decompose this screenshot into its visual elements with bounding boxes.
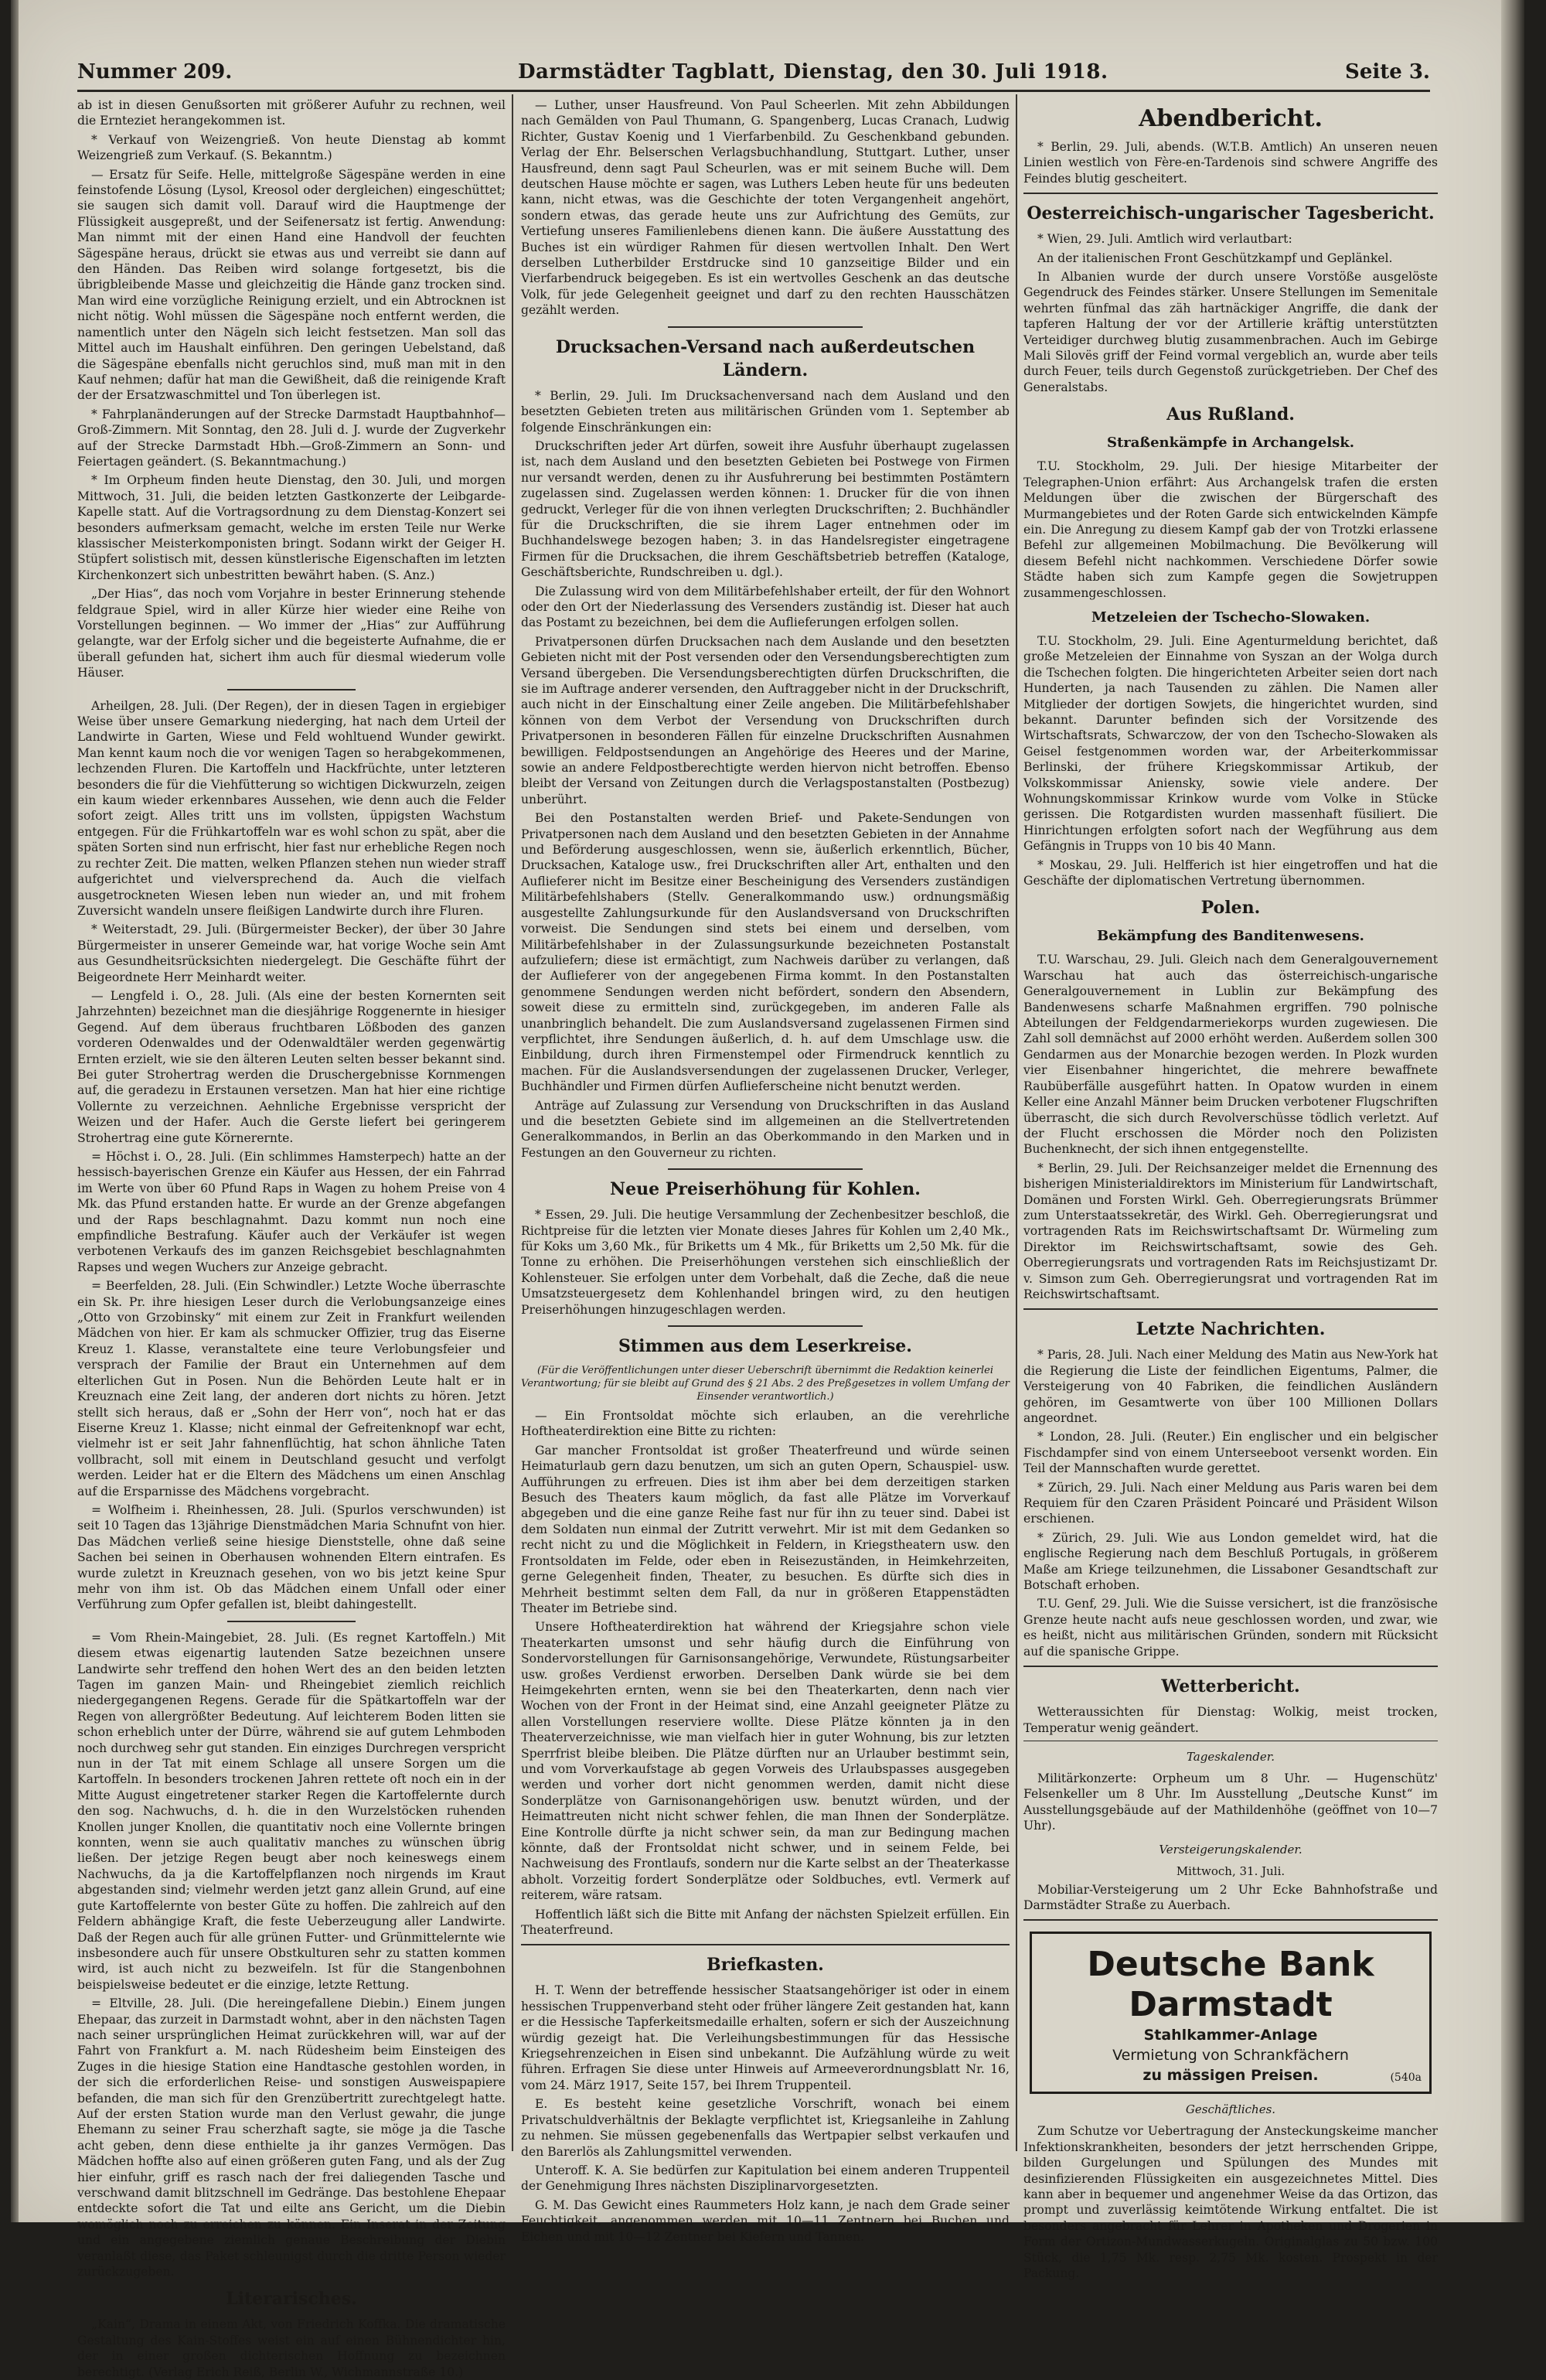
article-versteigerung: Mobiliar-Versteigerung um 2 Uhr Ecke Bahnhofstraße und Darmstädter Straße zu Auerbach. xyxy=(1023,1882,1438,1912)
separator xyxy=(227,1621,356,1622)
letter-e: E. Es besteht keine gesetzliche Vorschrift, wonach bei einem Privatschuldverhältnis der Beklagte verpflichtet ist, Kriegsanleihe in Zahlung zu nehmen. Sie müssen gegebenenfalls das Wertpapier selbst verkaufen und den Barerlös als Zahlungsmittel verwenden. xyxy=(521,2097,1010,2159)
separator xyxy=(1023,1308,1438,1310)
subheading-banditen: Bekämpfung des Banditenwesens. xyxy=(1097,928,1364,945)
article-drucksachen-3: Privatpersonen dürfen Drucksachen nach dem Auslande und den besetzten Gebieten nicht mit der Post versenden oder den Versendungsberechtigten zum Versand übergeben. Die Versendungsberechtigten dürfen Druckschriften, die sie im Auftrage anderer versenden, den Auftraggeber nicht in der Druckschrift, auch nicht in der Einschaltung einer Zeile angeben. Die Militärbefehlshaber können von dem Verbot der Versendung von Druckschriften durch Privatpersonen in besonderen Fällen für einzelne Druckschriften Ausnahmen bewilligen. Feldpostsendungen an Angehörige des Heeres und der Marine, sowie an andere Feldpostberechtigte werden hiervon nicht betroffen. Ebenso bleibt der Versand von Zeitungen durch die Verlagspostanstalten (Postbezug) unberührt. xyxy=(521,634,1010,806)
article-wolfheim: = Wolfheim i. Rheinhessen, 28. Juli. (Spurlos verschwunden) ist seit 10 Tagen das 13jährige Dienstmädchen Maria Schnufnt von hier. Das Mädchen verließ seine hiesige Dienststelle, ohne daß seine Sachen bei seinen in Oberhausen wohnenden Eltern eintrafen. Es wurde zuletzt in Kreuznach gesehen, von wo bis jetzt keine Spur mehr von ihm ist. Ob das Mädchen einem Unfall oder einer Verführung zum Opfer gefallen ist, bleibt dahingestellt. xyxy=(77,1502,506,1612)
separator xyxy=(668,1168,863,1170)
article-warschau: T.U. Warschau, 29. Juli. Gleich nach dem Generalgouvernement Warschau hat auch das österreichisch-ungarische Generalgouvernement in Lublin zur Bekämpfung des Bandenwesens scharfe Maßnahmen ergriffen. 790 polnische Abteilungen der Feldgendarmeriekorps wurden zugewiesen. Die Zahl soll demnächst auf 2000 erhöht werden. Außerdem sollen 300 Gendarmen aus der Monarchie bezogen werden. In Plozk wurden vier Eisenbahner hingerichtet, die mehrere bewaffnete Raubüberfälle ausgeführt hatten. In Opatow wurden in einem Keller eine Anzahl Männer beim Drucken verbotener Flugschriften überrascht, die sich durch Revolverschüsse tödlich verletzt. Auf der Flucht erschossen die Mörder noch den Polizisten Buchenknecht, der sich ihnen entgegenstellte. xyxy=(1023,953,1438,1157)
separator xyxy=(1023,193,1438,194)
masthead-rule xyxy=(77,90,1430,92)
article-tageskalender: Militärkonzerte: Orpheum um 8 Uhr. — Hugenschütz' Felsenkeller um 8 Uhr. Im Ausstellung „Deutsche Kunst“ im Ausstellungsgebäude auf der Mathildenhöhe (geöffnet von 10—7 Uhr). xyxy=(1023,1771,1438,1833)
article-wetter: Wetteraussichten für Dienstag: Wolkig, meist trocken, Temperatur wenig geändert. xyxy=(1023,1705,1438,1735)
column-rule-1 xyxy=(512,94,513,2151)
ad-code: (540a xyxy=(1390,2071,1422,2085)
page-number: Seite 3. xyxy=(1345,60,1430,84)
article-albanien: In Albanien wurde der durch unsere Vorstöße ausgelöste Gegendruck des Feindes stärker. Unsere Stellungen im Semenitale wehrten fünfmal das zäh hartnäckiger Angriffe, die dank der tapferen Haltung der vor der Artillerie kräftig unterstützten Verteidiger durchweg blutig zusammenbrachen. Auch im Gebirge Mali Silovës griff der Feind vormal vergeblich an, wurde aber teils durch Feuer, teils durch Gegenstoß zurückgetrieben. Der Chef des Generalstabs. xyxy=(1023,270,1438,394)
article-metzeleien: T.U. Stockholm, 29. Juli. Eine Agenturmeldung berichtet, daß große Metzeleien der Einnahme von Syszan an der Wolga durch die Tschechen folgten. Die hingerichteten Arbeiter seien dort nach Hunderten, ja nach Tausenden zu zählen. Die Namen aller Mitglieder der dortigen Sowjets, die hingerichtet wurden, sind bekannt. Darunter befinden sich der Vorsitzende des Wirtschaftsrats, Schwarczow, der von den Tschecho-Slowaken als Geisel festgenommen worden war, der Arbeiterkommissar Berlinski, der frühere Kriegskommissar Artikub, der Volkskommissar Aniensky, sowie viele andere. Der Wohnungskommissar Krinkow wurde vom Volke in Stücke gerissen. Die Rotgardisten wurden massenhaft füsiliert. Die Hinrichtungen erfolgten sofort nach der Wegführung aus dem Gefängnis in Trupps von 10 bis 40 Mann. xyxy=(1023,633,1438,854)
article-weiterstadt: * Weiterstadt, 29. Juli. (Bürgermeister Becker), der über 30 Jahre Bürgermeister in unserer Gemeinde war, hat vorige Woche sein Amt aus Gesundheitsrücksichten niedergelegt. Die Geschäfte führt der Beigeordnete Herr Meinhardt weiter. xyxy=(77,922,506,984)
subheading-archangelsk: Straßenkämpfe in Archangelsk. xyxy=(1106,435,1355,452)
article-moskau: * Moskau, 29. Juli. Helfferich ist hier eingetroffen und hat die Geschäfte der diplomatischen Vertretung übernommen. xyxy=(1023,858,1438,888)
page-binding-edge xyxy=(11,0,19,2222)
column-rule-2 xyxy=(1016,94,1017,2151)
article-hias: „Der Hias“, das noch vom Vorjahre in bester Erinnerung stehende feldgraue Spiel, wird in aller Kürze hier wieder eine Reihe von Vorstellungen beginnen. — Wo immer der „Hias“ zur Aufführung gelangte, war der Erfolg sicher und die begeisterte Aufnahme, die er überall gefunden hat, sichert ihm auch für diesmal wiederum volle Häuser. xyxy=(77,587,506,680)
article-kohlen: * Essen, 29. Juli. Die heutige Versammlung der Zechenbesitzer beschloß, die Richtpreise für die letzten vier Monate dieses Jahres für Kohlen um 2,40 Mk., für Koks um 3,60 Mk., für Briketts um 4 Mk., für Briketts um 2,50 Mk. für die Tonne zu erhöhen. Die Preiserhöhungen verstehen sich einschließlich der Kohlensteuer. Sie erfolgen unter dem Vorbehalt, daß die Zeche, daß die neue Umsatzsteuergesetz dem Kohlenhandel bringen wird, zu den heutigen Preiserhöhungen hinzugeschlagen werden. xyxy=(521,1208,1010,1317)
advertisement-deutsche-bank xyxy=(1030,1932,1432,2094)
separator xyxy=(668,326,863,328)
heading-kohlen: Neue Preiserhöhung für Kohlen. xyxy=(610,1179,921,1200)
article-abendbericht: * Berlin, 29. Juli, abends. (W.T.B. Amtlich) An unseren neuen Linien westlich von Fère-en-Tardenois sind schwere Angriffe des Feindes blutig gescheitert. xyxy=(1023,140,1438,186)
article-frontsoldat-2: Unsere Hoftheaterdirektion hat während der Kriegsjahre schon viele Theaterkarten umsonst und sehr häufig durch die Einführung von Sondervorstellungen für Garnisonsangehörige, Verwundete, Rüstungsarbeiter usw. großes Verdienst erworben. Derselben Dank würde sie bei dem Heimgekehrten ernten, wenn sie bei den Theaterkarten, denn nach vier Wochen von der Front in der Heimat sind, eine Anzahl geeigneter Plätze zu allen Vorstellungen reserviere wollte. Diese Plätze könnten ja in den Theaterverzeichnisse, wie man vielfach hier in guter Wohnung, bis zur letzten Sperrfrist bleibe bleiben. Die Plätze dürften nur an Urlauber bestimmt sein, und vom Vorverkaufstage ab gegen Vorweis des Urlaubspasses ausgegeben werden und vorher dort nicht genommen werden, damit nicht diese Sonderplätze von Garnisonangehörigen usw. benutzt würden, und der Heimattreuten nicht nicht schwer fehlen, die man Ihnen der Sonderplätze. Eine Kontrolle dürfte ja nicht schwer sein, da man zur Bedingung machen könnte, daß der Frontsoldat nicht schwer, und in seinem Felde, bei Nachweisung des Frontlaufs, sondern nur die Karte selbst an der Theaterkasse abholt. Vorzeitig fordert Sonderplätze oder Soldbuches, evtl. Vermerk auf reiterem, wäre ratsam. xyxy=(521,1620,1010,1903)
heading-drucksachen: Drucksachen-Versand nach außerdeutschen Ländern. xyxy=(555,336,976,380)
heading-briefkasten: Briefkasten. xyxy=(707,1955,824,1976)
column-3 xyxy=(1023,97,1438,2280)
article-london: * London, 28. Juli. (Reuter.) Ein englischer und ein belgischer Fischdampfer sind von einem Unterseeboot versenkt worden. Ein Teil der Mannschaften wurde gerettet. xyxy=(1023,1430,1438,1476)
letter-unteroff: Unteroff. K. A. Sie bedürfen zur Kapitulation bei einem anderen Truppenteil der Genehmigung Ihres nächsten Disziplinarvorgesetzten. xyxy=(521,2163,1010,2194)
article-rhein-main: = Vom Rhein-Maingebiet, 28. Juli. (Es regnet Kartoffeln.) Mit diesem etwas eigenartig lautenden Satze bezeichnen unsere Landwirte sehr treffend den hohen Wert des an den beiden letzten Tagen im ganzen Main- und Rheingebiet ziemlich reichlich niedergegangenen Regens. Gerade für die Spätkartoffeln war der Regen von allergrößter Bedeutung. Auf leichterem Boden litten sie schon erheblich unter der Dürre, während sie auf gutem Lehmboden noch durchweg sehr gut standen. Ein einziges Durchregen verspricht nun in der Tat mit einem Schlage all unsere Sorgen um die Kartoffeln. In besonders trockenen Jahren rettete oft noch ein in der Mitte August eingetretener starker Regen die Kartoffelernte durch den sog. Nachwuchs, d. h. die in den Wurzelstöcken ruhenden Knollen junger Knollen, die quantitativ noch eine Vollernte bringen konnten, wenn sie auch qualitativ manches zu wünschen übrig ließen. Der jetzige Regen beugt aber noch keineswegs einem Nachwuchs, da ja die Kartoffelpflanzen noch nirgends im Kraut abgestanden sind; vielmehr werden jetzt ganz allein Grund, auf eine gute Kartoffelernte von bester Güte zu hoffen. Die zahlreich auf den Feldern abhängige Kraft, die feste Ueberzeugung aller Landwirte. Daß der Regen auch für alle grünen Futter- und Grünmittelernte wie insbesondere auch für unsere Obstkulturen sehr zu statten kommen wird, ist auch nicht zu bezweifeln. Ist für die Stangenbohnen beispielsweise bedeutet er die einzige, letzte Rettung. xyxy=(77,1630,506,1992)
article-drucksachen-5: Anträge auf Zulassung zur Versendung von Druckschriften in das Ausland und die besetzten Gebiete sind im allgemeinen an die Stellvertretenden Generalkommandos, in Berlin an das Oberkommando in den Marken und in Festungen an den Gouverneur zu richten. xyxy=(521,1098,1010,1160)
article-eltville: = Eltville, 28. Juli. (Die hereingefallene Diebin.) Einem jungen Ehepaar, das zurzeit in Darmstadt wohnt, aber in den nächsten Tagen nach seiner ursprünglichen Heimat zurückkehren will, war auf der Fahrt von Frankfurt a. M. nach Rüdesheim beim Einsteigen des Zuges in die hiesige Station eine Handtasche gestohlen worden, in der sich die erforderlichen Reise- und sonstigen Ausweispapiere befanden, die man sich für den Grenzübertritt zurechtgelegt hatte. Auf der ersten Station wurde man den Verlust gewahr, die junge Ehemann zu seiner Frau scherzhaft sagte, sie möge ja die Tasche acht geben, denn diese enthielte ja ihr ganzes Vermögen. Das Mädchen hoffte also auf einen größeren guten Fang, und als der Zug hier einfuhr, griff es rasch nach der frei daliegenden Tasche und verschwand damit blitzschnell im Gedränge. Das bestohlene Ehepaar entdeckte sofort die Tat und eilte ans Gericht, um die Diebin womöglich noch zu erreichen zu können. Ein Inserat in der Zeitung und ein angegebene ziemlich genaue Beschreibung der Diebin veranlaßt diese, das Paket schleunigst durch die dritte Person wieder zurückzugeben. xyxy=(77,1996,506,2279)
heading-tageskalender: Tageskalender. xyxy=(1186,1749,1275,1764)
article-wien: * Wien, 29. Juli. Amtlich wird verlautbart: xyxy=(1037,232,1292,247)
separator xyxy=(668,1325,863,1327)
heading-russland: Aus Rußland. xyxy=(1166,404,1295,425)
heading-letzte-nachrichten: Letzte Nachrichten. xyxy=(1136,1319,1326,1340)
article-luther: — Luther, unser Hausfreund. Von Paul Scheerlen. Mit zehn Abbildungen nach Gemälden von Paul Thumann, G. Spangenberg, Lucas Cranach, Ludwig Richter, Gustav Koenig und 1 Vierfarbenbild. Zu Geschenkband gebunden. Verlag der Ehr. Belserschen Verlagsbuchhandlung, Stuttgart. Luther, unser Hausfreund, denn sagt Paul Scheurlen, was er mit seinem Buche will. Dem deutschen Hause möchte er sagen, was Luthers Leben heute für uns bedeuten kann, nicht etwas, was die Geschichte der toten Vergangenheit angehört, sondern etwas, das gerade heute uns zur Aufrichtung des Gemüts, zur Vertiefung unseres Familienlebens dienen kann. Die äußere Ausstattung des Buches ist ein würdiger Rahmen für diesen wertvollen Inhalt. Den Wert derselben Lutherbilder Erstdrucke sind 10 ganzseitige Bilder und ein Vierfarbendruck beigegeben. Es ist ein wertvolles Geschenk an das deutsche Volk, für jede Gelegenheit geeignet und darf zu den rechten Hausschätzen gezählt werden. xyxy=(521,98,1010,318)
article-drucksachen-4: Bei den Postanstalten werden Brief- und Pakete-Sendungen von Privatpersonen nach dem Ausland und den besetzten Gebieten in der Annahme und Beförderung ausgeschlossen, wenn sie, äußerlich erkenntlich, Bücher, Drucksachen, Kataloge usw., frei Druckschriften aller Art, enthalten und den Auflieferer nicht im Besitze einer Bescheinigung des Versenders zuständigen Militärbefehlshabers (Stellv. Generalkommando usw.) ordnungsmäßig ausgestellte Zahlungsurkunde für den Auslandsversand von Druckschriften vorweist. Die Sendungen sind stets bei einem und derselben, vom Militärbefehlshaber in der Zulassungsurkunde bezeichneten Postanstalt aufzuliefern; diese ist ermächtigt, zum Nachweis darüber zu verlangen, daß der Auflieferer von der angegebenen Firma kommt. In den Postanstalten genommene Sendungen werden nicht befördert, sondern den Absendern, soweit diese zu ermitteln sind, zurückgegeben, im anderen Falle als unanbringlich behandelt. Die zum Auslandsversand zugelassenen Firmen sind verpflichtet, ihre Sendungen äußerlich, d. h. auf dem Umschlage usw. die Einbildung, durch ihren Firmenstempel oder Firmendruck kenntlich zu machen. Für die Auslandsversendungen der zugelassenen Drucker, Verleger, Buchhändler und Firmen dürfen Auflieferscheine nicht benutzt werden. xyxy=(521,811,1010,1094)
editorial-disclaimer: (Für die Veröffentlichungen unter dieser Ueberschrift übernimmt die Redaktion keinerlei Verantwortung; für sie bleibt auf Grund des § 21 Abs. 2 des Preßgesetzes in vollem Umfang der Einsender verantwortlich.) xyxy=(521,1365,1010,1403)
article-frontsoldat-3: Hoffentlich läßt sich die Bitte mit Anfang der nächsten Spielzeit erfüllen. Ein Theaterfreund. xyxy=(521,1907,1010,1938)
article-hoechst: = Höchst i. O., 28. Juli. (Ein schlimmes Hamsterpech) hatte an der hessisch-bayerischen Grenze ein Käufer aus Hessen, der ein Fahrrad im Werte von über 60 Pfund Raps in Wagen zu hohem Preise von 4 Mk. das Pfund erstanden hatte. Er wurde an der Grenze abgefangen und der Raps beschlagnahmt. Dazu kommt nun noch eine empfindliche Bestrafung. Käufer auch der Verkäufer ist wegen verbotenen Verkaufs des im ganzen Reichsgebiet beschlagnahmten Rapses und wegen Wuchers zur Anzeige gebracht. xyxy=(77,1150,506,1274)
page-right-edge xyxy=(1501,0,1524,2222)
article-arheilgen: Arheilgen, 28. Juli. (Der Regen), der in diesen Tagen in ergiebiger Weise über unsere Gemarkung niederging, hat nach dem Urteil der Landwirte in Garten, Wiese und Feld wohltuend Wunder gewirkt. Man kennt kaum noch die vor wenigen Tagen so herabgekommenen, lechzenden Fluren. Die Kartoffeln und Hackfrüchte, unter letzteren besonders die für die Viehfütterung so wichtigen Dickwurzeln, zeigen ein kaum wieder erkennbares Aussehen, wie denn auch die Felder sofort zeigt. Alles tritt uns im vollsten, üppigsten Wachstum entgegen. Für die Frühkartoffeln war es wohl schon zu spät, aber die späten Sorten sind nun erfrischt, hier fast nur erhebliche Regen noch zu rechter Zeit. Die matten, welken Pflanzen stehen nun wieder straff aufgerichtet und vielversprechend da. Auch die vielfach ausgetrockneten Wiesen leben nun wieder an, und mit frohem Zuversicht wandeln unsere fleißigen Landwirte durch ihre Fluren. xyxy=(77,698,506,918)
article-lengfeld: — Lengfeld i. O., 28. Juli. (Als eine der besten Kornernten seit Jahrzehnten) bezeichnet man die diesjährige Roggenernte in hiesiger Gegend. Auf dem überaus fruchtbaren Lößboden des ganzen vorderen Odenwaldes und der Odenwaldtäler werden gegenwärtig Ernten erzielt, wie sie den älteren Leuten selten besser bekannt sind. Bei guter Strohertrag werden die Druschergebnisse Kornmengen auf, die geradezu in Erstaunen versetzen. Man hat hier eine richtige Vollernte zu verzeichnen. Aehnliche Ergebnisse verspricht der Weizen und der Hafer. Auch die Gerste liefert bei geringerem Strohertrag eine gute Körnerernte. xyxy=(77,988,506,1145)
article-reichsanzeiger: * Berlin, 29. Juli. Der Reichsanzeiger meldet die Ernennung des bisherigen Ministerialdirektors im Ministerium für Landwirtschaft, Domänen und Forsten Wirkl. Geh. Oberregierungsrats Brümmer zum Unterstaatssekretär, des Wirkl. Geh. Oberregierungsrat und vortragenden Rats im Reichswirtschaftsamt Dr. Würmeling zum Direktor im Reichswirtschaftsamt, sowie des Geh. Oberregierungsrats und vortragenden Rats im Reichsjustizamt Dr. v. Simson zum Geh. Oberregierungsrat und vortragenden Rat im Reichswirtschaftsamt. xyxy=(1023,1161,1438,1301)
ad-line-3: zu mässigen Preisen. xyxy=(1142,2067,1319,2085)
separator xyxy=(1023,1919,1438,1921)
article-ortizon: Zum Schutze vor Uebertragung der Ansteckungskeime mancher Infektionskrankheiten, besonders der jetzt herrschenden Grippe, bilden Gurgelungen und Spülungen des Mundes mit desinfizierenden Flüssigkeiten ein ausgezeichnetes Mittel. Dies kann aber in bequemer und angenehmer Weise da das Ortizon, das prompt und zuverlässig keimtötende Wirkung entfaltet. Die ist besonders angebracht für Lehrer in Apotheken und Drogerien in Form der Ortizon-Mundwasserkugeln. Originalglas zu 50 bzw. 100 Stück, die 1,75 Mk. resp. 2,75 Mk. kosten. Prospekt in der Packung. xyxy=(1023,2124,1438,2280)
article-orpheum: * Im Orpheum finden heute Dienstag, den 30. Juli, und morgen Mittwoch, 31. Juli, die beiden letzten Gastkonzerte der Leibgarde-Kapelle statt. Auf die Vortragsordnung zu dem Dienstag-Konzert sei besonders aufmerksam gemacht, welche im ersten Teile nur Werke klassischer Meisterkomponisten bringt. Sodann wirkt der Geiger H. Stüpfert solistisch mit, dessen künstlerische Eigenschaften im letzten Kirchenkonzert sich unbestritten bewährt haben. (S. Anz.) xyxy=(77,473,506,582)
ad-title: Deutsche Bank Darmstadt xyxy=(1087,1945,1374,2025)
article-frontsoldat-intro: — Ein Frontsoldat möchte sich erlauben, an die verehrliche Hoftheaterdirektion eine Bitte zu richten: xyxy=(521,1409,1010,1439)
newspaper-title-date: Darmstädter Tagblatt, Dienstag, den 30. Juli 1918. xyxy=(518,60,1108,84)
ad-line-2: Vermietung von Schrankfächern xyxy=(1112,2047,1349,2065)
heading-abendbericht: Abendbericht. xyxy=(1139,105,1323,132)
article-weizengriess: * Verkauf von Weizengrieß. Von heute Dienstag ab kommt Weizengrieß zum Verkauf. (S. Bekanntm.) xyxy=(77,132,506,163)
heading-literarisches: Literarisches. xyxy=(226,2289,357,2310)
separator xyxy=(1023,1666,1438,1667)
heading-polen: Polen. xyxy=(1200,898,1261,919)
ad-line-1: Stahlkammer-Anlage xyxy=(1143,2027,1318,2044)
article-drucksachen-1: Druckschriften jeder Art dürfen, soweit ihre Ausfuhr überhaupt zugelassen ist, nach dem Ausland und den besetzten Gebieten bei Postwege von Firmen nur versandt werden, denen zu ihr Ausfuhrerung bei bestimmten Postämtern zugelassen sind. Zugelassen werden können: 1. Drucker für die von ihnen gedruckt, Verleger für die von ihnen verlegten Druckschriften; 2. Buchhändler für die Druckschriften, die sie ihrem Lager entnehmen oder im Buchhandelswege bezogen haben; 3. in das Handelsregister eingetragene Firmen für die Drucksachen, die ihrem Geschäftsbetrieb betreffen (Kataloge, Geschäftsberichte, Rundschreiben u. dgl.). xyxy=(521,438,1010,580)
issue-number: Nummer 209. xyxy=(77,60,233,84)
heading-geschaeftliches: Geschäftliches. xyxy=(1185,2102,1276,2117)
article-archangelsk: T.U. Stockholm, 29. Juli. Der hiesige Mitarbeiter der Telegraphen-Union erfährt: Aus Archangelsk trafen die ersten Meldungen über die zwischen der Bürgerschaft des Murmangebietes und der Roten Garde sich entwickelnden Kämpfe ein. Die Anregung zu diesem Kampf gab der von Trotzki erlassene Befehl zur allgemeinen Mobilmachung. Die Bevölkerung will diesem Befehl nicht nachkommen. Verschiedene Dörfer sowie Städte haben sich zum Kampfe gegen die Sowjetruppen zusammengeschlossen. xyxy=(1023,459,1438,600)
versteigerung-date: Mittwoch, 31. Juli. xyxy=(1176,1863,1285,1878)
heading-leserkreise: Stimmen aus dem Leserkreise. xyxy=(618,1336,912,1357)
separator xyxy=(227,689,356,690)
heading-oesterreich: Oesterreichisch-ungarischer Tagesbericht. xyxy=(1027,203,1435,224)
letter-gm: G. M. Das Gewicht eines Raummeters Holz kann, je nach dem Grade seiner Feuchtigkeit, angenommen werden mit 10—11 Zentnern bei Buchen und Eichen und mit 10—12 Zentner bei Kiefern und Tannen. xyxy=(521,2198,1010,2244)
article-zuerich-1: * Zürich, 29. Juli. Nach einer Meldung aus Paris waren bei dem Requiem für den Czaren Präsident Poincaré und Präsident Wilson erschienen. xyxy=(1023,1480,1438,1526)
separator xyxy=(521,1944,1010,1945)
article-fahrplan: * Fahrplanänderungen auf der Strecke Darmstadt Hauptbahnhof—Groß-Zimmern. Mit Sonntag, den 28. Juli d. J. wurde der Zugverkehr auf der Strecke Darmstadt Hbh.—Groß-Zimmern an Sonn- und Feiertagen geändert. (S. Bekanntmachung.) xyxy=(77,407,506,469)
newspaper-page xyxy=(11,0,1524,2379)
article-paris: * Paris, 28. Juli. Nach einer Meldung des Matin aus New-York hat die Regierung die Liste der feindlichen Eigentums, Palmer, die Versteigerung von 40 Fabriken, die feindlichen Ausländern gehören, im Gesamtwerte von über 100 Millionen Dollars angeordnet. xyxy=(1023,1348,1438,1425)
column-1 xyxy=(77,97,506,2379)
article-frontsoldat-1: Gar mancher Frontsoldat ist großer Theaterfreund und würde seinen Heimaturlaub gern dazu benutzen, um sich an guten Opern, Schauspiel- usw. Aufführungen zu erfreuen. Dies ist ihm aber bei dem derzeitigen starken Besuch des Theaters kaum möglich, da fast alle Plätze im Vorverkauf abgegeben und die eine ganze Reihe fast nur für ihn zu teuer sind. Dabei ist dem Soldaten nun einmal der Zutritt verwehrt. Mir ist mit dem Gedanken so recht nicht zu und die Möglichkeit in Feldern, in Kriegstheatern usw. den Frontsoldaten im Felde, oder eben in Reisezuständen, in Heimkehrzeiten, gerne Gelegenheit finden, Theater, zu besuchen. Es dürfte sich dies in Mehrheit bestimmt selten dem Fall, da nur in größeren Etappenstädten Theater im Betriebe sind. xyxy=(521,1443,1010,1615)
article-drucksachen-2: Die Zulassung wird von dem Militärbefehlshaber erteilt, der für den Wohnort oder den Ort der Niederlassung des Versenders zuständig ist. Dieser hat auch das Postamt zu bezeichnen, bei dem die Auflieferungen erfolgen sollen. xyxy=(521,584,1010,630)
heading-versteigerung: Versteigerungskalender. xyxy=(1159,1842,1303,1857)
article-beerfelden: = Beerfelden, 28. Juli. (Ein Schwindler.) Letzte Woche überraschte ein Sk. Pr. ihre hiesigen Leser durch die Verlobungsanzeige eines „Otto von Grzobinsky“ mit einem zur Zeit in Frankfurt weilenden Mädchen von hier. Er kam als schmucker Offizier, trug das Eiserne Kreuz 1. Klasse, veranstaltete eine teure Verlobungsfeier und versprach der Familie der Braut ein Unternehmen auf dem elterlichen Gut in Posen. Nun die Behörden Leute halt er in Kreuznach eine Zeit lang, der anderen dort nichts zu hören. Jetzt stellt sich heraus, daß er „Sohn der Herr von“, noch hat er das Eiserne Kreuz 1. Klasse; nicht einmal der Gefreitenknopf war echt, vielmehr ist er seit Jahr fahnenflüchtig, hat schon ähnliche Taten vollbracht, soll mit einem in Deutschland gesucht und verfolgt werden. Leider hat er die Eltern des Mädchens um einen Anschlag auf die Ersparnisse des Mädchens vorgebracht. xyxy=(77,1279,506,1499)
heading-wetterbericht: Wetterbericht. xyxy=(1161,1676,1300,1697)
masthead xyxy=(77,60,1430,91)
column-2 xyxy=(521,97,1010,2244)
article-italien: An der italienischen Front Geschützkampf und Geplänkel. xyxy=(1037,251,1393,265)
subheading-metzeleien: Metzeleien der Tschecho-Slowaken. xyxy=(1091,609,1371,626)
article-seifenersatz: — Ersatz für Seife. Helle, mittelgroße Sägespäne werden in eine feinstofende Lösung (Lysol, Kreosol oder dergleichen) eingeschüttet; sie saugen sich damit voll. Darauf wird die Hauptmenge der Flüssigkeit ausgepreßt, und der Seifenersatz ist fertig. Anwendung: Man nimmt mit der einen Hand eine Handvoll der feuchten Sägespäne heraus, drückt sie etwas aus und verreibt sie dann auf den Händen. Das Reiben wird solange fortgesetzt, bis die übrigbleibende Masse und gleichzeitig die Hände ganz trocken sind. Man wird eine vorzügliche Reinigung erzielt, und ein Abtrocknen ist nicht nötig. Wohl müssen die Sägespäne noch entfernt werden, die namentlich unter den Nägeln sich leicht festsetzen. Man soll das Mittel auch im Haushalt einführen. Den geringen Uebelstand, daß die Sägespäne ebenfalls nicht geruchlos sind, muß man mit in den Kauf nehmen; dafür hat man die Gewißheit, daß die reinigende Kraft der der Ersatzwaschmittel und Ton überlegen ist. xyxy=(77,167,506,403)
article-vegetables: ab ist in diesen Genußsorten mit größerer Aufuhr zu rechnen, weil die Ernteziet herangekommen ist. xyxy=(77,98,506,128)
article-genf: T.U. Genf, 29. Juli. Wie die Suisse versichert, ist die französische Grenze heute nacht aufs neue geschlossen worden, und zwar, wie es heißt, nicht aus militärischen Gründen, sondern mit Rücksicht auf die spanische Grippe. xyxy=(1023,1597,1438,1659)
letter-ht: H. T. Wenn der betreffende hessischer Staatsangehöriger ist oder in einem hessischen Truppenverband steht oder früher längere Zeit gestanden hat, kann er die Hessische Tapferkeitsmedaille erhalten, sofern er sich der Auszeichnung würdig gezeigt hat. Die Verleihungsbestimmungen für das Hessische Kriegsehrenzeichen in Eisen sind unbekannt. Die Aufzählung würde zu weit führen. Erfragen Sie diese unter Hinweis auf Armeeverordnungsblatt Nr. 16, vom 24. März 1917, Seite 157, bei Ihrem Truppenteil. xyxy=(521,1983,1010,2092)
article-drucksachen-intro: * Berlin, 29. Juli. Im Drucksachenversand nach dem Ausland und den besetzten Gebieten treten aus militärischen Gründen vom 1. September ab folgende Einschränkungen ein: xyxy=(521,388,1010,435)
article-zuerich-2: * Zürich, 29. Juli. Wie aus London gemeldet wird, hat die englische Regierung nach dem Beschluß Portugals, in größerem Maße am Kriege teilzunehmen, die Lissaboner Gesandtschaft zur Botschaft erhoben. xyxy=(1023,1530,1438,1593)
article-kain: „Kain“, Drama in einem Akt, von Friedrich Koffka. Die dramatische Gestaltung des Kain-Stoffes weist ein auf einen Bühnendichter hin, der in einer großen dichterischen Hoffnung zu bezeichnen berechtigt. (Verlag Erich Reiß, Berlin W., Wichmannstraße 10.) xyxy=(77,2317,506,2379)
